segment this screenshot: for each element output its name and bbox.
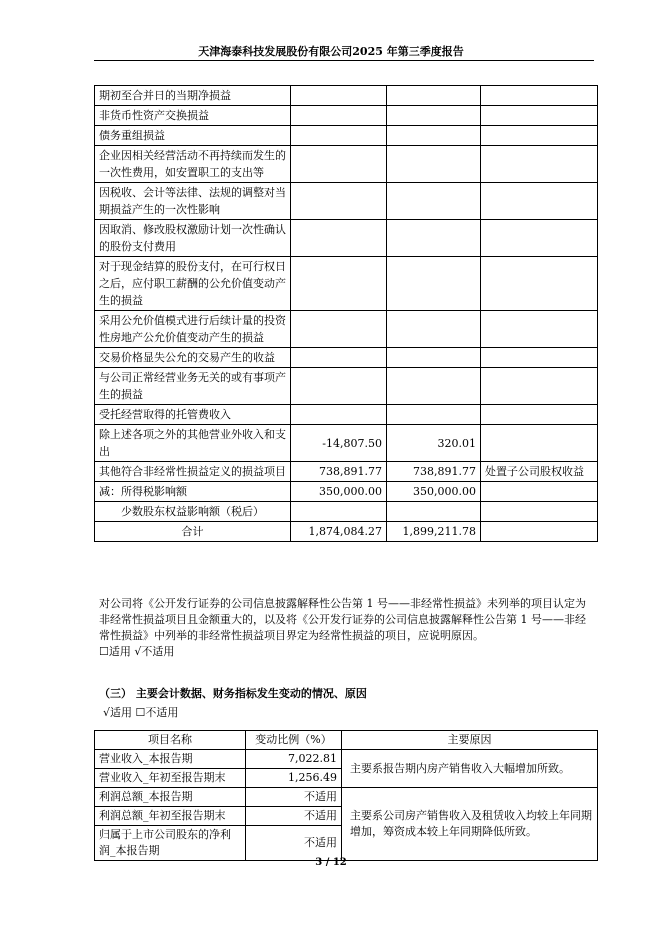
row-year-to-date bbox=[387, 86, 481, 106]
reason-cell: 主要系公司房产销售收入及租赁收入均较上年同期增加，筹资成本较上年同期降低所致。 bbox=[342, 788, 598, 861]
row-item: 债务重组损益 bbox=[95, 126, 291, 146]
row-current-period bbox=[291, 257, 387, 311]
table-row bbox=[95, 405, 598, 425]
disclosure-note bbox=[99, 596, 593, 660]
row-ratio: 不适用 bbox=[246, 788, 342, 807]
row-year-to-date bbox=[387, 348, 481, 368]
row-year-to-date bbox=[387, 183, 481, 220]
row-item: 交易价格显失公允的交易产生的收益 bbox=[95, 348, 291, 368]
row-current-period bbox=[291, 368, 387, 405]
table-row bbox=[95, 788, 598, 807]
row-item: 采用公允价值模式进行后续计量的投资性房地产公允价值变动产生的损益 bbox=[95, 311, 291, 348]
row-current-period bbox=[291, 311, 387, 348]
row-note bbox=[481, 368, 598, 405]
row-year-to-date bbox=[387, 368, 481, 405]
row-year-to-date bbox=[387, 126, 481, 146]
row-item: 少数股东权益影响额（税后） bbox=[95, 502, 291, 522]
row-item: 因取消、修改股权激励计划一次性确认的股份支付费用 bbox=[95, 220, 291, 257]
row-item: 企业因相关经营活动不再持续而发生的一次性费用，如安置职工的支出等 bbox=[95, 146, 291, 183]
row-note bbox=[481, 146, 598, 183]
table-row bbox=[95, 425, 598, 462]
header-change-ratio: 变动比例（%） bbox=[246, 731, 342, 750]
table-row bbox=[95, 220, 598, 257]
row-year-to-date bbox=[387, 311, 481, 348]
row-current-period bbox=[291, 502, 387, 522]
row-year-to-date bbox=[387, 257, 481, 311]
table-row bbox=[95, 106, 598, 126]
row-current-period bbox=[291, 106, 387, 126]
row-current-period bbox=[291, 86, 387, 106]
row-name: 营业收入_本报告期 bbox=[95, 750, 246, 769]
table-row bbox=[95, 183, 598, 220]
header-item-name: 项目名称 bbox=[95, 731, 246, 750]
row-note bbox=[481, 220, 598, 257]
section-applicability: √适用 ☐不适用 bbox=[103, 706, 179, 719]
row-current-period: -14,807.50 bbox=[291, 425, 387, 462]
row-ratio: 7,022.81 bbox=[246, 750, 342, 769]
row-year-to-date bbox=[387, 106, 481, 126]
row-name: 营业收入_年初至报告期末 bbox=[95, 769, 246, 788]
page-number: 3 / 12 bbox=[315, 857, 347, 868]
row-item: 期初至合并日的当期净损益 bbox=[95, 86, 291, 106]
table-row bbox=[95, 311, 598, 348]
row-current-period bbox=[291, 183, 387, 220]
row-note bbox=[481, 126, 598, 146]
table-row bbox=[95, 502, 598, 522]
table-row bbox=[95, 368, 598, 405]
table-row bbox=[95, 126, 598, 146]
row-current-period bbox=[291, 126, 387, 146]
row-item: 非货币性资产交换损益 bbox=[95, 106, 291, 126]
row-note bbox=[481, 106, 598, 126]
row-item: 对于现金结算的股份支付，在可行权日之后，应付职工薪酬的公允价值变动产生的损益 bbox=[95, 257, 291, 311]
row-current-period: 738,891.77 bbox=[291, 462, 387, 482]
note-text: 对公司将《公开发行证券的公司信息披露解释性公告第 1 号——非经常性损益》未列举的项目认定为非经常性损益项目且金额重大的，以及将《公开发行证券的公司信息披露解释性公告第 1 号——非经常性损益》中列举的非经常性损益项目界定为经常性损益的项目，应说明原因。 bbox=[99, 597, 586, 642]
page-header: 天津海泰科技发展股份有限公司2025 年第三季度报告 bbox=[198, 45, 464, 58]
row-note bbox=[481, 502, 598, 522]
row-item: 减：所得税影响额 bbox=[95, 482, 291, 502]
row-item: 其他符合非经常性损益定义的损益项目 bbox=[95, 462, 291, 482]
row-year-to-date: 320.01 bbox=[387, 425, 481, 462]
row-note bbox=[481, 183, 598, 220]
row-ratio: 1,256.49 bbox=[246, 769, 342, 788]
row-note bbox=[481, 522, 598, 542]
table-row bbox=[95, 462, 598, 482]
row-name: 利润总额_本报告期 bbox=[95, 788, 246, 807]
row-current-period: 350,000.00 bbox=[291, 482, 387, 502]
row-year-to-date bbox=[387, 502, 481, 522]
row-note bbox=[481, 311, 598, 348]
row-note bbox=[481, 257, 598, 311]
header-main-reason: 主要原因 bbox=[342, 731, 598, 750]
row-item: 因税收、会计等法律、法规的调整对当期损益产生的一次性影响 bbox=[95, 183, 291, 220]
table-header-row bbox=[95, 731, 598, 750]
row-current-period bbox=[291, 146, 387, 183]
table-row bbox=[95, 146, 598, 183]
row-item: 与公司正常经营业务无关的或有事项产生的损益 bbox=[95, 368, 291, 405]
non-recurring-gains-table bbox=[94, 85, 598, 542]
table-row bbox=[95, 522, 598, 542]
row-year-to-date bbox=[387, 146, 481, 183]
table-row bbox=[95, 750, 598, 769]
row-note bbox=[481, 405, 598, 425]
table-row bbox=[95, 86, 598, 106]
header-rule bbox=[94, 60, 594, 61]
row-year-to-date bbox=[387, 220, 481, 257]
note-applicability: ☐适用 √不适用 bbox=[99, 645, 175, 658]
table-row bbox=[95, 482, 598, 502]
row-name: 利润总额_年初至报告期末 bbox=[95, 807, 246, 826]
row-note bbox=[481, 348, 598, 368]
row-current-period bbox=[291, 405, 387, 425]
row-current-period bbox=[291, 348, 387, 368]
row-item: 除上述各项之外的其他营业外收入和支出 bbox=[95, 425, 291, 462]
row-note bbox=[481, 482, 598, 502]
section-title: （三） 主要会计数据、财务指标发生变动的情况、原因 bbox=[99, 687, 367, 700]
row-current-period bbox=[291, 220, 387, 257]
row-year-to-date: 1,899,211.78 bbox=[387, 522, 481, 542]
change-reason-table bbox=[94, 730, 598, 861]
row-note bbox=[481, 86, 598, 106]
table-row bbox=[95, 257, 598, 311]
row-name: 归属于上市公司股东的净利润_本报告期 bbox=[95, 826, 246, 861]
row-current-period: 1,874,084.27 bbox=[291, 522, 387, 542]
row-ratio: 不适用 bbox=[246, 826, 342, 861]
table-row bbox=[95, 348, 598, 368]
reason-cell: 主要系报告期内房产销售收入大幅增加所致。 bbox=[342, 750, 598, 788]
row-ratio: 不适用 bbox=[246, 807, 342, 826]
row-year-to-date: 350,000.00 bbox=[387, 482, 481, 502]
row-year-to-date bbox=[387, 405, 481, 425]
row-year-to-date: 738,891.77 bbox=[387, 462, 481, 482]
row-note bbox=[481, 425, 598, 462]
row-item: 受托经营取得的托管费收入 bbox=[95, 405, 291, 425]
row-note: 处置子公司股权收益 bbox=[481, 462, 598, 482]
row-item: 合计 bbox=[95, 522, 291, 542]
